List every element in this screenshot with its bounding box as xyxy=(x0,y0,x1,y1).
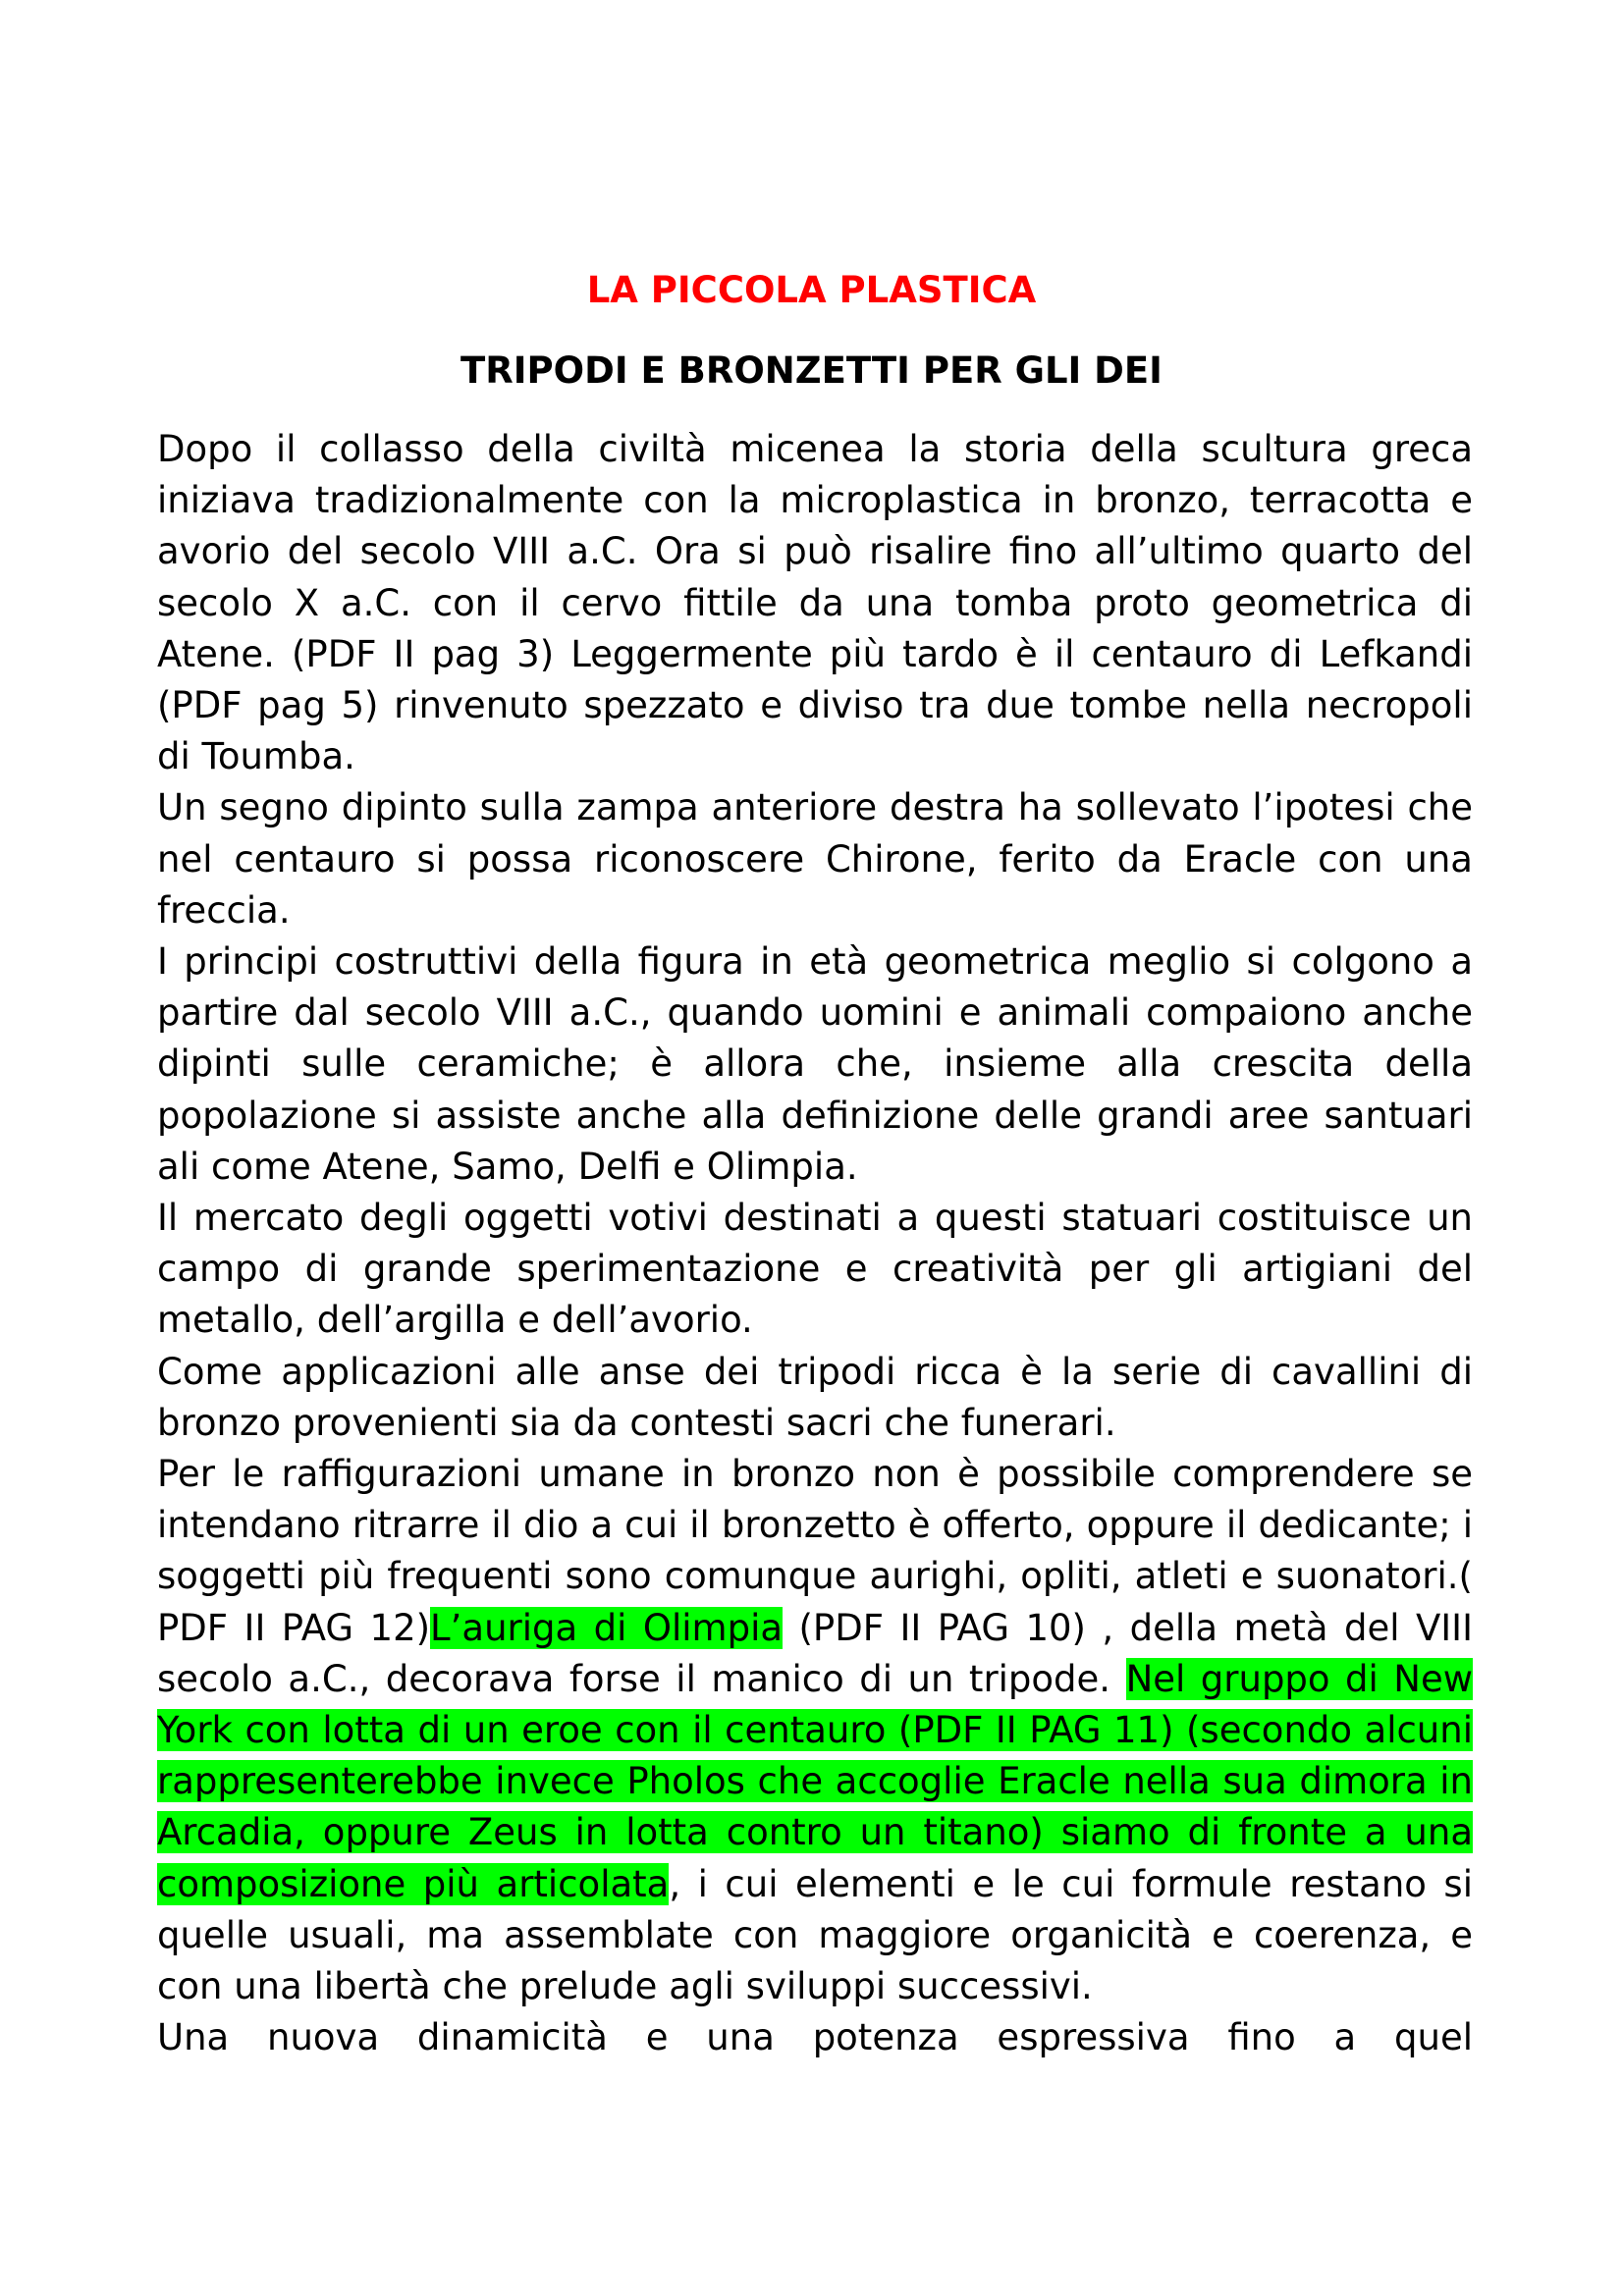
paragraph-6-text-b: (PDF II PAG 10) , della metà del VIII secolo a.C., decorava forse il manico di un tripode. xyxy=(157,1606,1473,1700)
paragraph-3: I principi costruttivi della figura in età geometrica meglio si colgono a partire dal secolo VIII a.C., quando uomini e animali compaiono anche dipinti sulle ceramiche; è allora che, insieme alla crescita della popolazione si assiste anche alla definizione delle grandi aree santuari ali come Atene, Samo, Delfi e Olimpia. xyxy=(157,940,1473,1188)
paragraph-6-text-c: , i cui elementi e le cui formule restano si quelle usuali, ma assemblate con maggiore organicità e coerenza, e con una libertà che prelude agli sviluppi successivi. xyxy=(157,1862,1473,2008)
paragraph-6 xyxy=(157,1449,1473,2012)
paragraph-4: Il mercato degli oggetti votivi destinati a questi statuari costituisce un campo di grande sperimentazione e creatività per gli artigiani del metallo, dell’argilla e dell’avorio. xyxy=(157,1197,1473,1342)
paragraph-6-text-a: Per le raffigurazioni umane in bronzo non è possibile comprendere se intendano ritrarre il dio a cui il bronzetto è offerto, oppure il dedicante; i soggetti più frequenti sono comunque aurighi, opliti, atleti e suonatori.( PDF II PAG 12) xyxy=(157,1453,1473,1649)
paragraph-1: Dopo il collasso della civiltà micenea la storia della scultura greca iniziava tradizionalmente con la microplastica in bronzo, terracotta e avorio del secolo VIII a.C. Ora si può risalire fino all’ultimo quarto del secolo X a.C. con il cervo fittile da una tomba proto geometrica di Atene. (PDF II pag 3) Leggermente più tardo è il centauro di Lefkandi (PDF pag 5) rinvenuto spezzato e diviso tra due tombe nella necropoli di Toumba. xyxy=(157,428,1473,778)
document-title: LA PICCOLA PLASTICA xyxy=(586,269,1037,311)
highlighted-text-new-york-group: Nel gruppo di New York con lotta di un eroe con il centauro (PDF II PAG 11) (secondo alcuni rappresenterebbe invece Pholos che accoglie Eracle nella sua dimora in Arcadia, oppure Zeus in lotta contro un titano) siamo di fronte a una composizione più articolata xyxy=(157,1657,1474,1905)
document-subtitle: TRIPODI E BRONZETTI PER GLI DEI xyxy=(460,349,1163,392)
paragraph-7: Una nuova dinamicità e una potenza espressiva fino a quel xyxy=(157,2016,1473,2059)
paragraph-5: Come applicazioni alle anse dei tripodi ricca è la serie di cavallini di bronzo provenienti sia da contesti sacri che funerari. xyxy=(157,1350,1473,1444)
highlighted-text-auriga: L’auriga di Olimpia xyxy=(430,1606,784,1649)
paragraph-2: Un segno dipinto sulla zampa anteriore destra ha sollevato l’ipotesi che nel centauro si possa riconoscere Chirone, ferito da Eracle con una freccia. xyxy=(157,786,1473,932)
document-body xyxy=(157,424,1473,2064)
